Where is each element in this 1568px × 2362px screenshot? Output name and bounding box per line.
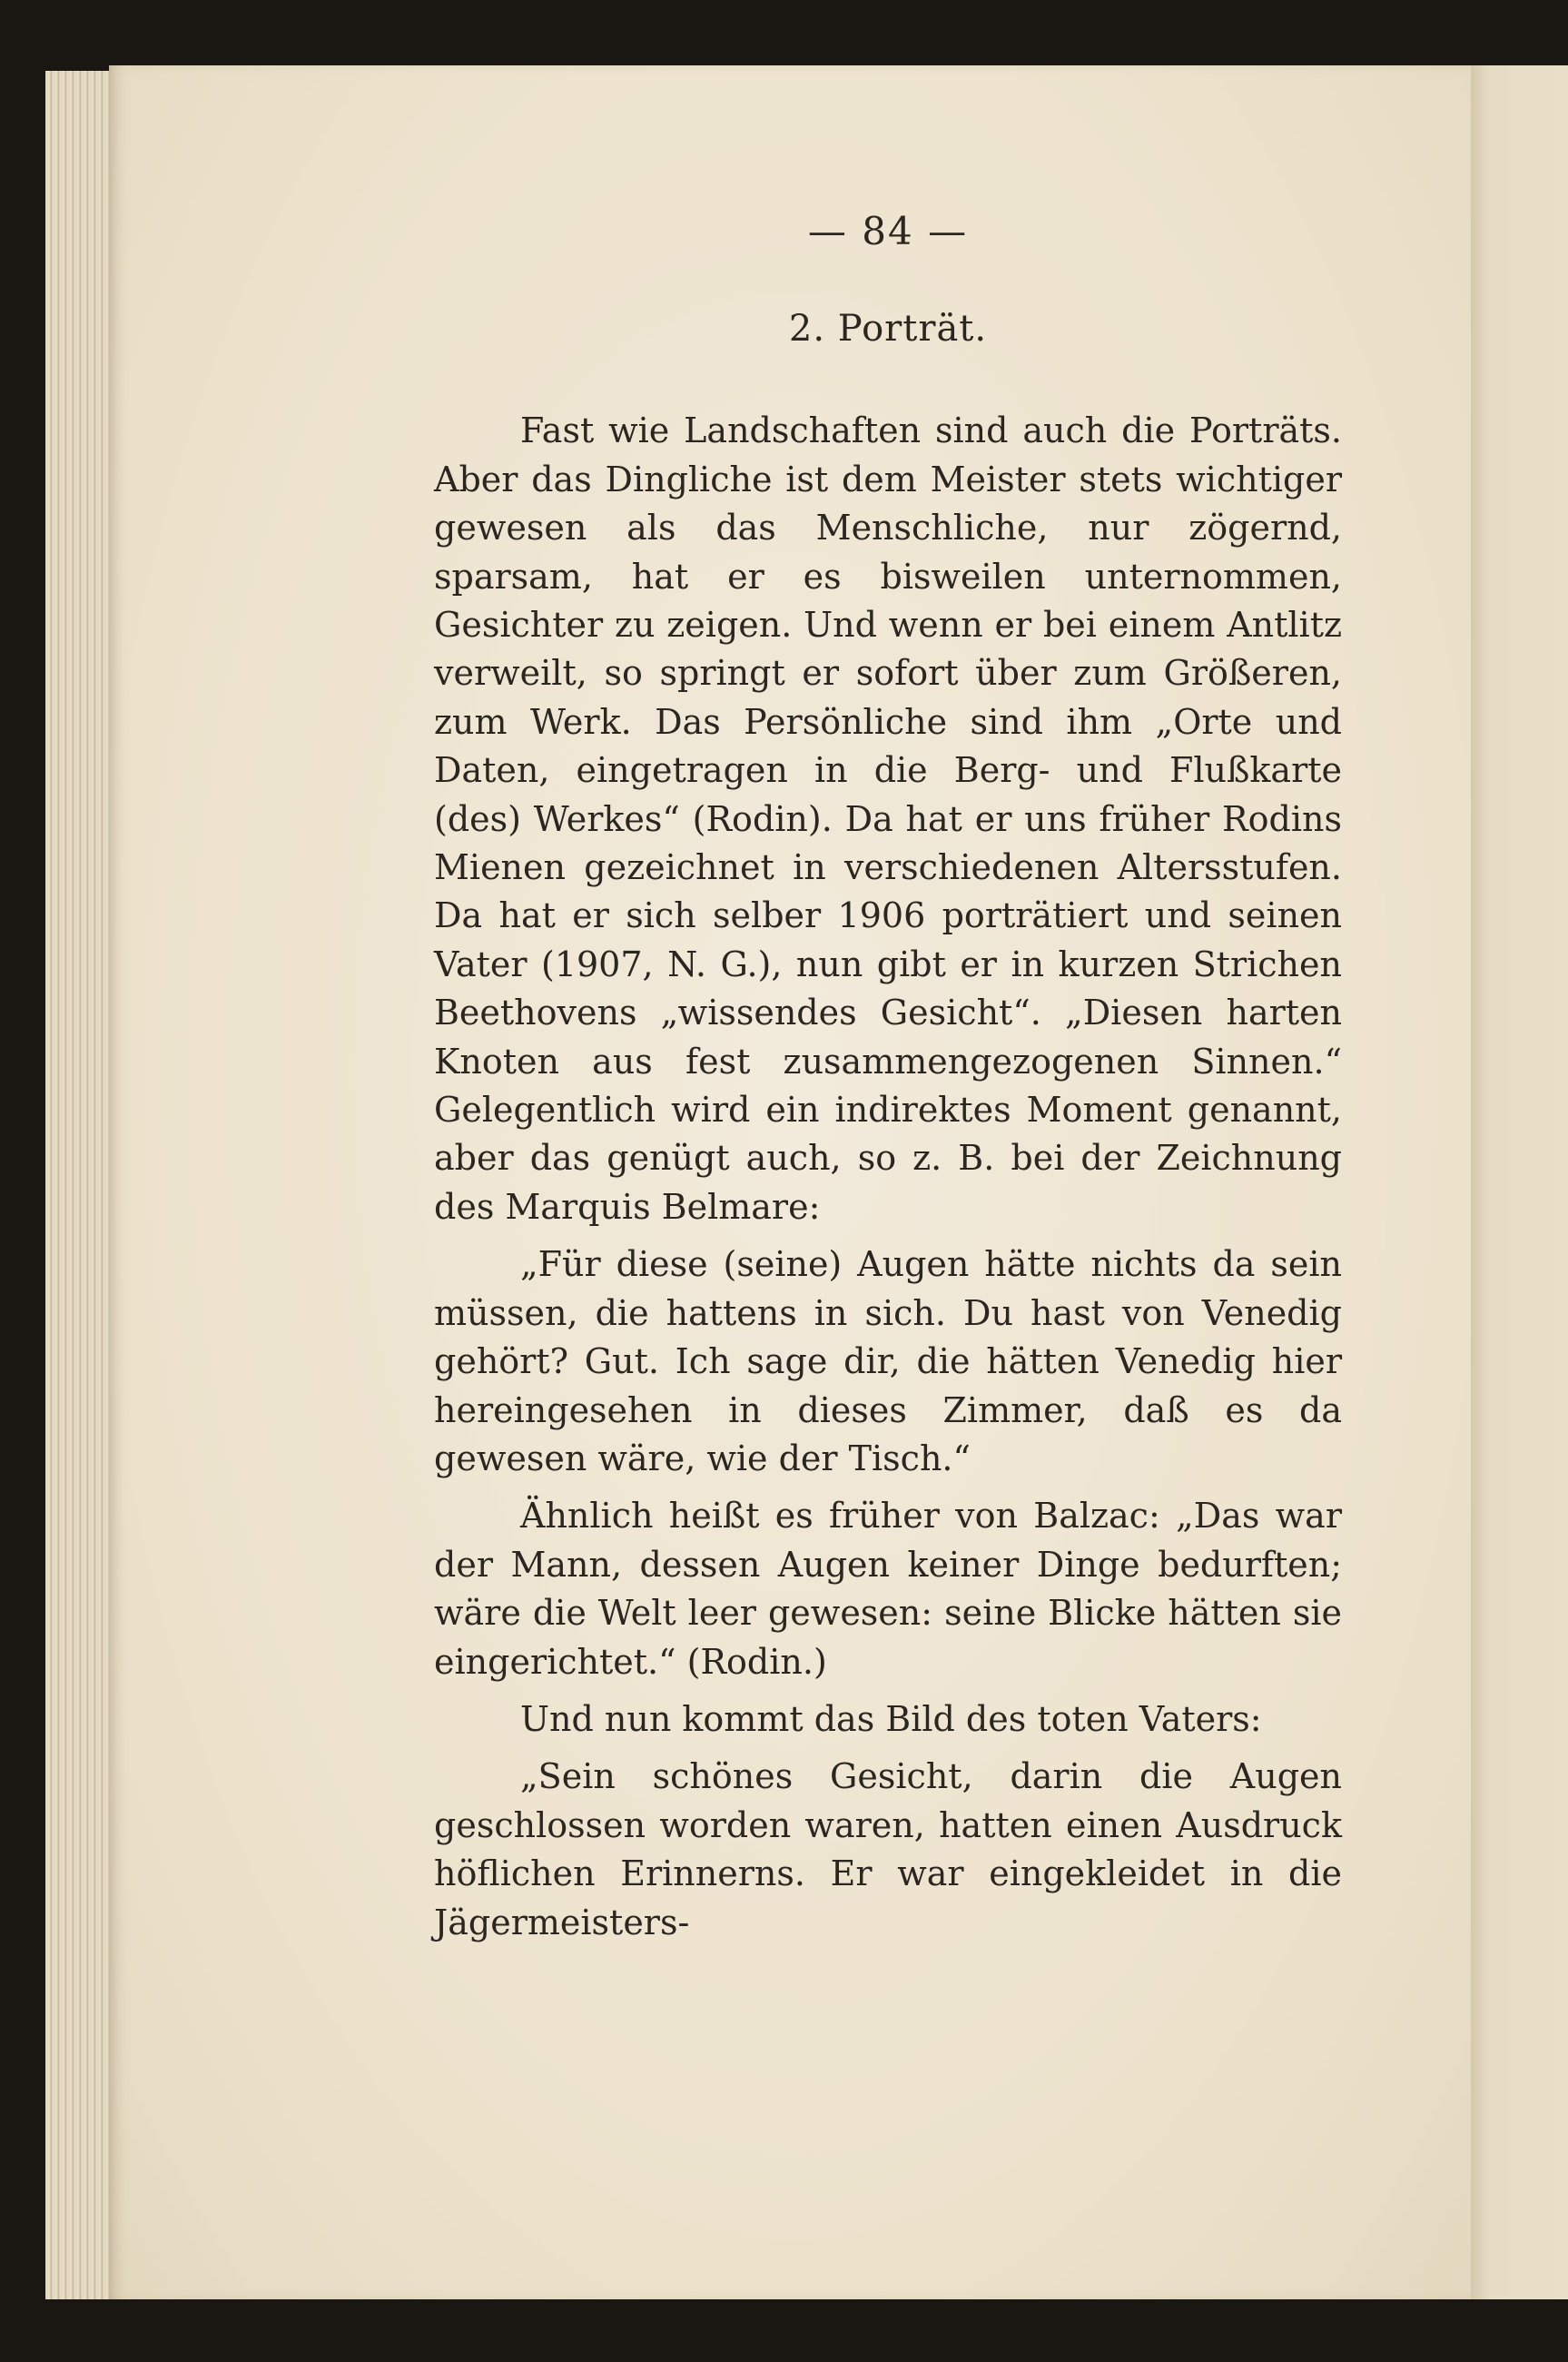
page-number: — 84 —	[807, 209, 969, 253]
paragraph-quote-belmare: „Für diese (seine) Augen hätte nichts da sein müssen, die hattens in sich. Du hast von Venedig gehört? Gut. Ich sage dir, die hätten Venedig hier hereingesehen in dieses Zimmer, daß es da gewesen wäre, wie der Tisch.“	[434, 1244, 1342, 1478]
paragraph-balzac: Ähnlich heißt es früher von Balzac: „Das war der Mann, dessen Augen keiner Dinge bedurften; wäre die Welt leer gewesen: seine Blicke hätten sie eingerichtet.“ (Rodin.)	[434, 1496, 1342, 1682]
paragraph-father-intro: Und nun kommt das Bild des toten Vaters:	[520, 1698, 1262, 1739]
section-heading: 2. Porträt.	[788, 308, 988, 351]
facing-page-edge	[1466, 65, 1568, 2299]
page-content	[434, 209, 1342, 1947]
paragraph-intro: Fast wie Landschaften sind auch die Porträts. Aber das Dingliche ist dem Meister stets wichtiger gewesen als das Menschliche, nur zögernd, sparsam, hat er es bisweilen unternommen, Gesichter zu zeigen. Und wenn er bei einem Antlitz verweilt, so springt er sofort über zum Größeren, zum Werk. Das Persönliche sind ihm „Orte und Daten, eingetragen in die Berg- und Flußkarte (des) Werkes“ (Rodin). Da hat er uns früher Rodins Mienen gezeichnet in verschiedenen Altersstufen. Da hat er sich selber 1906 porträtiert und seinen Vater (1907, N. G.), nun gibt er in kurzen Strichen Beethovens „wissendes Gesicht“. „Diesen harten Knoten aus fest zusammengezogenen Sinnen.“ Gelegentlich wird ein indirektes Moment genannt, aber das genügt auch, so z. B. bei der Zeichnung des Marquis Belmare:	[434, 410, 1342, 1227]
page-edges	[45, 71, 118, 2307]
scan-bottom-border	[45, 2299, 1568, 2362]
paragraph-quote-father: „Sein schönes Gesicht, darin die Augen geschlossen worden waren, hatten einen Ausdruck höflichen Erinnerns. Er war eingekleidet in die Jägermeisters-	[434, 1756, 1342, 1942]
